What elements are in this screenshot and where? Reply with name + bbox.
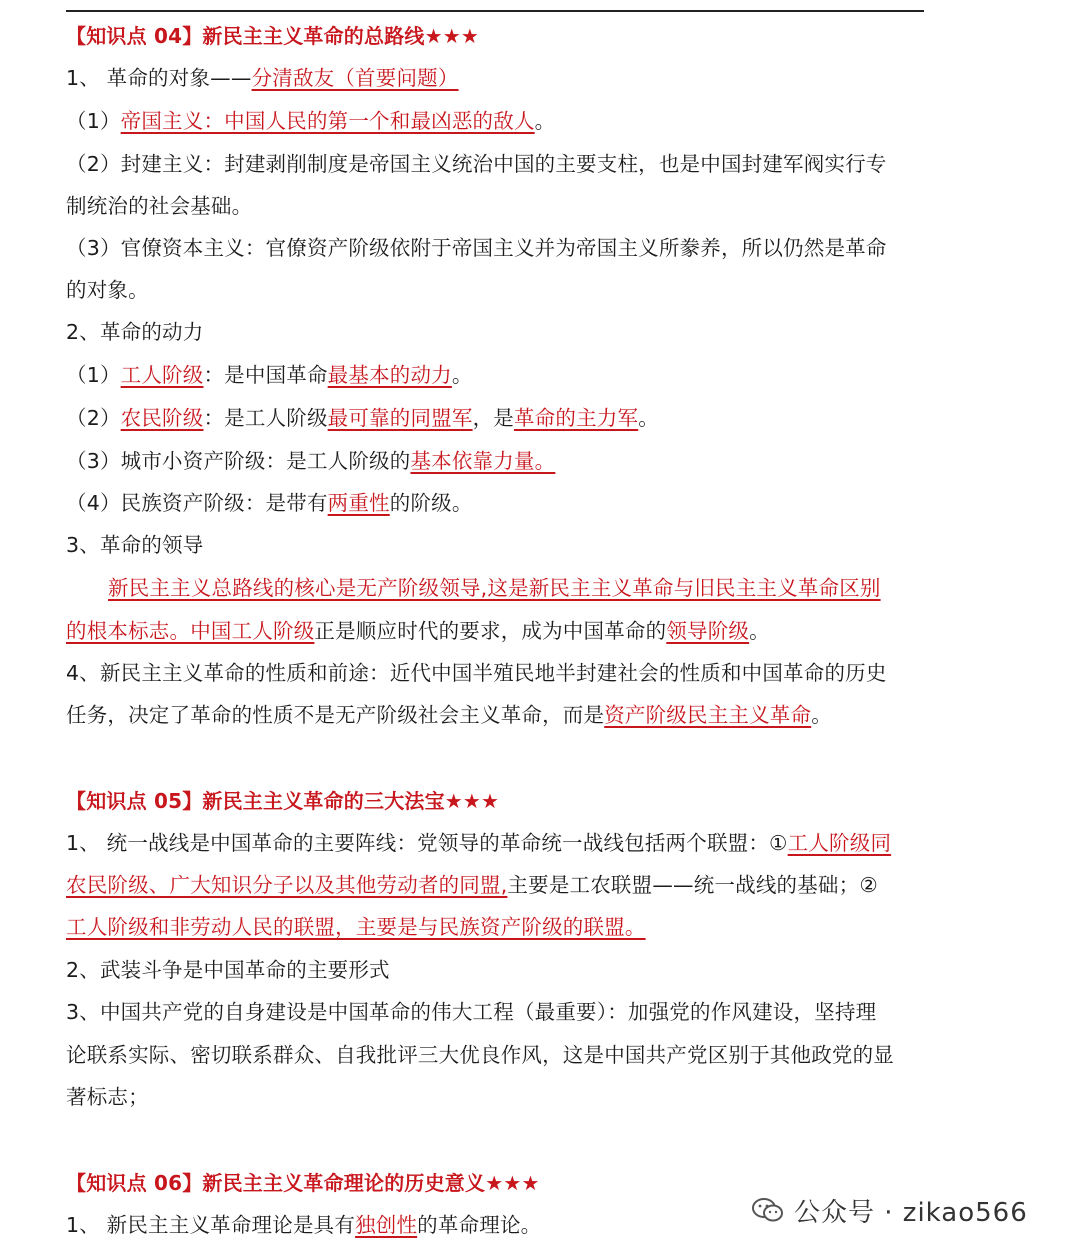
text-line: 2、革命的动力: [66, 320, 204, 344]
text-line: 著标志；: [66, 1085, 149, 1109]
watermark: [752, 1193, 1028, 1227]
text-line: 新民主主义总路线的核心是无产阶级领导,这是新民主主义革命与旧民主主义革命区别: [108, 576, 881, 600]
text-line: （4）民族资产阶级：是带有两重性的阶级。: [66, 491, 473, 515]
watermark-text: 公众号 · zikao566: [794, 1197, 1028, 1228]
text-line: 3、革命的领导: [66, 533, 204, 557]
text-line: 1、 革命的对象——分清敌友（首要问题）: [66, 66, 459, 90]
text-line: （2）农民阶级：是工人阶级最可靠的同盟军，是革命的主力军。: [66, 406, 659, 430]
text-line: 论联系实际、密切联系群众、自我批评三大优良作风，这是中国共产党区别于其他政党的显: [66, 1043, 894, 1067]
text-line: 任务，决定了革命的性质不是无产阶级社会主义革命，而是资产阶级民主主义革命。: [66, 703, 832, 727]
text-line: 的根本标志。中国工人阶级正是顺应时代的要求，成为中国革命的领导阶级。: [66, 619, 770, 643]
text-line: （1）帝国主义：中国人民的第一个和最凶恶的敌人。: [66, 109, 556, 133]
text-line: （3）官僚资本主义：官僚资产阶级依附于帝国主义并为帝国主义所豢养，所以仍然是革命: [66, 236, 887, 260]
text-line: 制统治的社会基础。: [66, 194, 253, 218]
text-line: 工人阶级和非劳动人民的联盟，主要是与民族资产阶级的联盟。: [66, 915, 646, 939]
text-line: （3）城市小资产阶级：是工人阶级的基本依靠力量。: [66, 449, 556, 473]
text-line: 2、武装斗争是中国革命的主要形式: [66, 958, 390, 982]
section-heading-06: 【知识点 06】新民主主义革命理论的历史意义★★★: [66, 1171, 540, 1195]
section-heading-05: 【知识点 05】新民主主义革命的三大法宝★★★: [66, 789, 500, 813]
text-line: 农民阶级、广大知识分子以及其他劳动者的同盟,主要是工农联盟——统一战线的基础；②: [66, 873, 878, 897]
text-line: 3、中国共产党的自身建设是中国革命的伟大工程（最重要）：加强党的作风建设，坚持理: [66, 1000, 877, 1024]
text-line: 1、 统一战线是中国革命的主要阵线：党领导的革命统一战线包括两个联盟：①工人阶级同: [66, 831, 892, 855]
text-line: （2）封建主义：封建剥削制度是帝国主义统治中国的主要支柱，也是中国封建军阀实行专: [66, 152, 887, 176]
text-line: 1、 新民主主义革命理论是具有独创性的革命理论。: [66, 1213, 542, 1237]
text-line: 的对象。: [66, 278, 149, 302]
text-line: （1）工人阶级：是中国革命最基本的动力。: [66, 363, 473, 387]
section-heading-04: 【知识点 04】新民主主义革命的总路线★★★: [66, 24, 479, 48]
wechat-icon: [752, 1197, 784, 1223]
top-rule: [66, 10, 924, 12]
text-line: 4、新民主主义革命的性质和前途：近代中国半殖民地半封建社会的性质和中国革命的历史: [66, 661, 887, 685]
